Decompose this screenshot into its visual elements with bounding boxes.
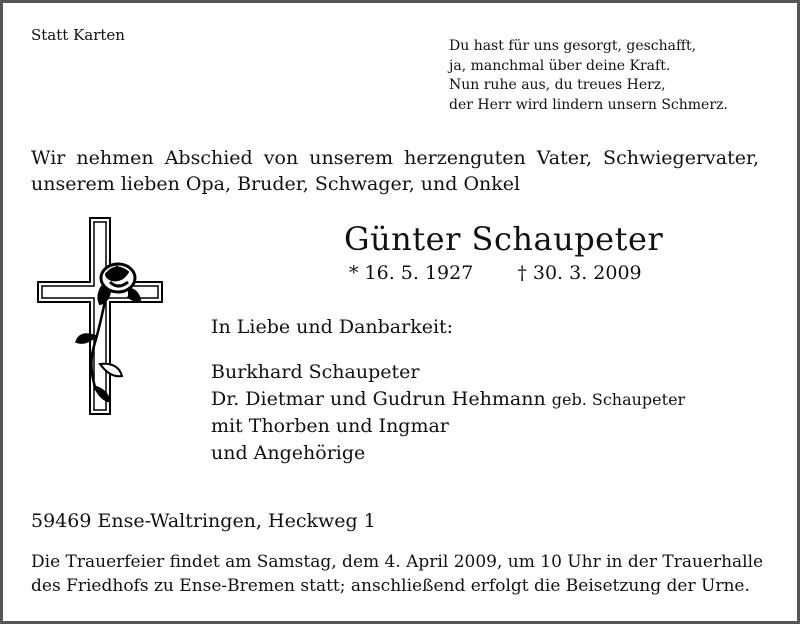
mourners-list [211, 359, 685, 467]
mourner-line [211, 386, 685, 413]
poem-line: Du hast für uns gesorgt, geschafft, [449, 38, 697, 54]
poem-line: ja, manchmal über deine Kraft. [449, 57, 671, 74]
life-dates [349, 262, 642, 284]
mourner-line: mit Thorben und Ingmar [211, 415, 449, 437]
deceased-name: Günter Schaupeter [344, 220, 664, 258]
maiden-name: geb. Schaupeter [551, 390, 686, 409]
mourner-line: und Angehörige [211, 442, 366, 464]
address: 59469 Ense-Waltringen, Heckweg 1 [31, 510, 376, 532]
cross-with-rose-icon [36, 216, 166, 416]
mourner-name: Dr. Dietmar und Gudrun Hehmann [211, 388, 546, 410]
death-date: † 30. 3. 2009 [517, 262, 642, 284]
statt-karten-label: Statt Karten [31, 26, 125, 44]
birth-date: * 16. 5. 1927 [349, 262, 474, 284]
intro-line-1: Wir nehmen Abschied von unserem herzenguten Vater, Schwiegervater, [31, 147, 759, 169]
intro-text [31, 145, 759, 197]
poem-line: der Herr wird lindern unsern Schmerz. [449, 96, 728, 113]
ceremony-line-2: des Friedhofs zu Ense-Bremen statt; anschließend erfolgt die Beisetzung der Urne. [31, 576, 750, 596]
poem-line: Nun ruhe aus, du treues Herz, [449, 77, 666, 93]
ceremony-info [31, 550, 763, 598]
intro-line-2: unserem lieben Opa, Bruder, Schwager, und Onkel [31, 173, 521, 195]
ceremony-line-1: Die Trauerfeier findet am Samstag, dem 4. April 2009, um 10 Uhr in der Trauerhalle [31, 552, 764, 572]
mourner-line: Burkhard Schaupeter [211, 361, 420, 383]
mourners-heading: In Liebe und Danbarkeit: [211, 316, 454, 338]
poem [449, 37, 728, 115]
